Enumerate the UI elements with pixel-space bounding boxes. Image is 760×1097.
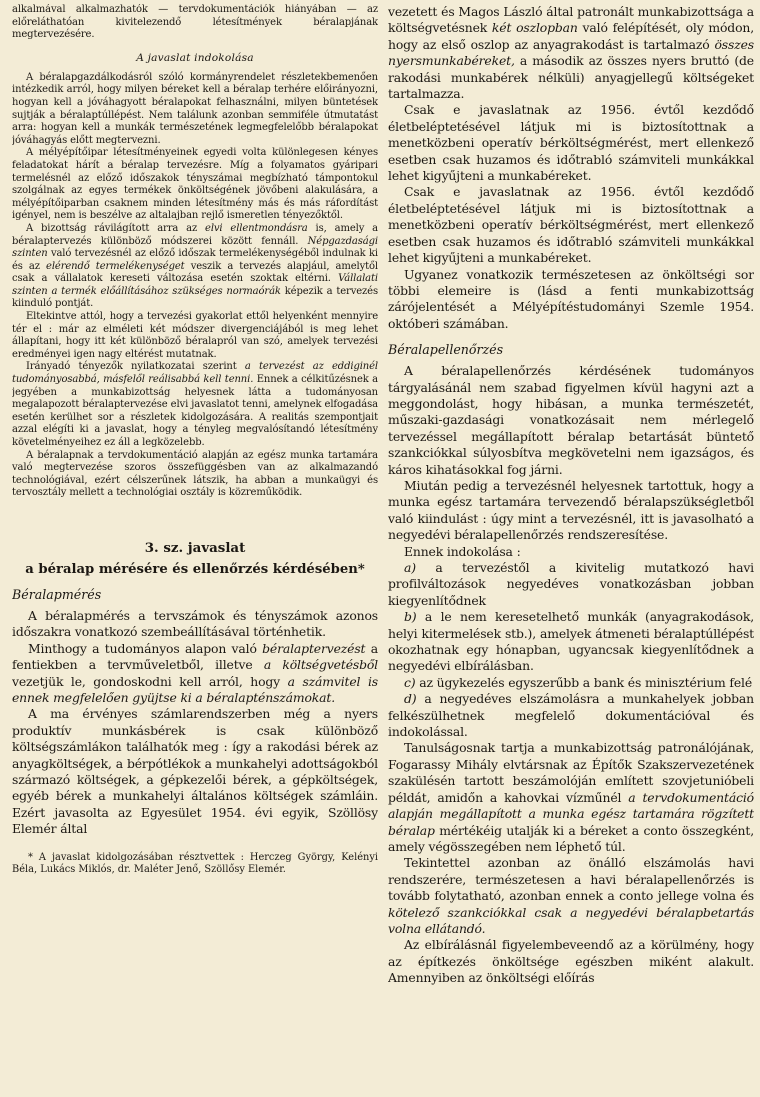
control-paragraph-9 bbox=[388, 855, 754, 937]
text-run: A béralapmérés a tervszámok és tényszámok azonos időszakra vonatkozó szembeállításával történhetik. bbox=[12, 607, 378, 640]
italic-run: elérendő termelékenységet bbox=[46, 260, 185, 272]
intro-block bbox=[12, 4, 378, 42]
text-run: a fentiekben a tervműveletből, illetve bbox=[12, 640, 378, 673]
text-run: a le nem keresetelhető munkák (anyagrakodások, helyi kitermelések stb.), amelyek átmeneti béralaptúllépést okozhatnak egy hónapban, ugyancsak kiegyenlítődnek a negyedévi elbírálásban. bbox=[388, 609, 754, 674]
text-run: Eltekintve attól, hogy a tervezési gyakorlat ettől helyenként mennyire tér el : már az elméleti két módszer divergenciájából is meg lehet állapítani, hogy itt két különböző béralapról van szó, amelyek tervezési eredményei igen nagy eltérést mutatnak. bbox=[12, 311, 378, 360]
subheading-wage-measurement: Béralapmérés bbox=[12, 586, 102, 602]
section-number-heading: 3. sz. javaslat bbox=[144, 539, 246, 556]
italic-run: Népgazdasági szinten bbox=[12, 235, 378, 260]
left-column bbox=[12, 4, 378, 1094]
text-run: Csak e javaslatnak az 1956. évtől kezdődő életbeléptetésével látjuk mi is biztosítottnak a menetközbeni operatív bérköltségmérést, mert ellenkező esetben csak huzamos és időtrabló számviteli munkákkal lehet kigyűjteni a munkabéreket. bbox=[388, 102, 754, 184]
text-run: Miután pedig a tervezésnél helyesnek tartottuk, hogy a munka egész tartamára tervezendő béralapszükségletből való kiindulást : úgy mint a tervezésnél, itt is javasolható a negyedévi béralapellenőrzés rendszeresítése. bbox=[388, 477, 754, 543]
text-run: Ennek a célkitűzésnek a jegyében a munkabizottság helyesnek látta a tudományosan megalapozott béralaptervezése elvi javaslatot tenni, amelynek elfogadása esetén kerülhet sor a részletek kidolgozására. A realitás szempontjait azzal elégíti ki a javaslat, hogy a tényleg megvalósítandó létesítmény követelményeihez ez áll a legközelebb. bbox=[12, 374, 378, 448]
text-run: mértékéig utalják ki a béreket a conto összegként, amely végösszegében nem léphető túl. bbox=[388, 822, 754, 854]
text-run: az ügykezelés egyszerűbb a bank és minisztérium felé bbox=[415, 674, 753, 690]
right-column bbox=[388, 4, 754, 1094]
text-run: Tekintettel azonban az önálló elszámolás havi rendszerére, természetesen a havi béralapellenőrzés is tovább folytatható, azonban ennek a conto jellege volna és bbox=[388, 855, 754, 904]
text-run: veszik a tervezés alapjául, amelytől csak a vállalatok kereseti változása esetén szoktak eltérni. bbox=[12, 260, 378, 285]
right-control-block bbox=[388, 363, 754, 986]
justification-paragraph-4 bbox=[12, 311, 378, 361]
text-run: vezetjük le, gondoskodni kell arról, hogy bbox=[12, 673, 288, 689]
italic-run: a) bbox=[404, 560, 416, 575]
text-run: Ugyanez vonatkozik természetesen az önköltségi sor többi elemeire is (lásd a fenti munkabizottság zárójelentését a Mélyépítéstudományi Szemle 1954. októberi számában. bbox=[388, 266, 754, 331]
control-paragraph-2 bbox=[388, 478, 754, 544]
justification-paragraph-6 bbox=[12, 450, 378, 500]
text-run: A béralapnak a tervdokumentáció alapján az egész munka tartamára való megtervezése szoros összefüggésben van az alkalmazandó technológiával, ezért célszerűnek látszik, ha abban a munkaügyi és tervosztály mellett a technológiai osztály is közreműködik. bbox=[12, 449, 378, 499]
text-run: képezik a tervezés kiinduló pontját. bbox=[12, 285, 378, 310]
italic-run: b) bbox=[404, 609, 417, 625]
italic-run: kötelező szankciókkal csak a negyedévi béralapbetartás volna ellátandó. bbox=[388, 904, 754, 936]
text-run: Ennek indokolása : bbox=[404, 543, 521, 559]
measurement-paragraph-2 bbox=[12, 641, 378, 707]
section-spacer bbox=[12, 500, 378, 540]
text-run: alkalmával alkalmazhatók — tervdokumentációk hiányában — az előreláthatóan kivitelezendő létesítmények béralapjának megtervezésére. bbox=[12, 4, 378, 41]
justification-block bbox=[12, 72, 378, 500]
intro-paragraph bbox=[12, 4, 378, 42]
control-paragraph-6 bbox=[388, 675, 754, 691]
right-paragraph-2 bbox=[388, 102, 754, 184]
text-run: Tanulságosnak tartja a munkabizottság patronálójának, Fogarassy Mihály elvtársnak az Építők Szakszervezetének szakülésén tartott beszámolóján említett szovjetunióbeli példát, amidőn a kahovkai vízműnél bbox=[388, 740, 754, 805]
control-paragraph-7 bbox=[388, 691, 754, 740]
section-title-heading: a béralap mérésére és ellenőrzés kérdésében* bbox=[25, 561, 365, 577]
text-run: A mélyépítőipar létesítményeinek egyedi volta különlegesen kényes feladatokat hárít a béralap tervezésre. Míg a folyamatos gyáripari termelésnél az előző időszakok tényszámai megbízható támpontokul szolgálnak az egyes termékek önköltségének jövőbeni alakulására, a mélyépítőiparban csaknem minden létesítmény más és más ráfordítást igényel, nem is beszélve az altalajban rejlő ismeretlen tényezőktől. bbox=[12, 147, 378, 222]
text-run: vezetett és Magos László által patronált munkabizottsága a költségvetésnek bbox=[388, 4, 754, 36]
right-paragraph-4 bbox=[388, 267, 754, 333]
text-run: Csak e javaslatnak az 1956. évtől kezdődő életbeléptetésével látjuk mi is biztosítottnak a menetközbeni operatív bérköltségmérést, mert ellenkező esetben csak huzamos és időtrabló számviteli munkákkal lehet kigyűjteni a munkabéreket. bbox=[388, 184, 754, 266]
text-run: a második az összes nyers bruttó (de rakodási munkabérek nélküli) anyagjellegű költségeket tartalmazza. bbox=[388, 53, 754, 102]
text-run: való tervezésnél az előző időszak termelékenységéből indulnak ki és az bbox=[12, 248, 378, 272]
text-run: Irányadó tényezők nyilatkozatai szerint bbox=[26, 361, 245, 373]
right-paragraph-1 bbox=[388, 4, 754, 102]
text-run: A ma érvényes számlarendszerben még a nyers produktív munkásbérek is csak különböző költségszámlákon találhatók meg : így a rakodási bérek az anyagköltségek, a bérpótlékok a munkahelyi adottságokból származó költségek, a gépkezelői bérek, a gépköltségek, egyéb bérek a munkahelyi általános költségek számláin. Ezért javasolta az Egyesület 1954. évi egyik, Szöllösy Elemér által bbox=[12, 706, 378, 837]
text-run: való felépítését, oly módon, hogy az első oszlop az anyagrakodást is tartalmazó bbox=[388, 20, 754, 52]
justification-paragraph-2 bbox=[12, 147, 378, 223]
justification-paragraph-3 bbox=[12, 223, 378, 311]
control-paragraph-8 bbox=[388, 740, 754, 855]
control-paragraph-3 bbox=[388, 544, 754, 560]
text-run: Minthogy a tudományos alapon való bbox=[28, 640, 263, 656]
control-paragraph-1 bbox=[388, 363, 754, 478]
italic-run: a számvitel is ennek megfelelően gyüjtse ki a béralapténszámokat. bbox=[12, 673, 378, 705]
right-paragraph-3 bbox=[388, 184, 754, 266]
control-paragraph-10 bbox=[388, 937, 754, 986]
measurement-block bbox=[12, 608, 378, 838]
italic-run: d) bbox=[404, 691, 417, 707]
text-run: a negyedéves elszámolásra a munkahelyek jobban felkészülhetnek megfelelő dokumentációval és indokolással. bbox=[388, 691, 754, 740]
text-run: A béralapgazdálkodásról szóló kormányrendelet részletekbemenően intézkedik arról, hogy milyen béreket kell a béralap terhére előirányozni, hogyan kell a jóváhagyott béralapokat felhasználni, milyen büntetések sujtják a béralaptúllépést. Nem találunk azonban semmiféle útmutatást arra: hogyan kell a munkák természetének legmegfelelőbb béralapokat jóváhagyás előtt megtervezni. bbox=[12, 71, 378, 146]
italic-run: elvi ellentmondásra bbox=[205, 222, 308, 234]
justification-paragraph-1 bbox=[12, 72, 378, 148]
measurement-paragraph-1 bbox=[12, 608, 378, 641]
italic-run: összes nyersmunkabéreket, bbox=[388, 36, 754, 69]
control-paragraph-4 bbox=[388, 560, 754, 609]
control-paragraph-5 bbox=[388, 609, 754, 675]
subheading-justification: A javaslat indokolása bbox=[136, 51, 254, 64]
text-run: A béralapellenőrzés kérdésének tudományos tárgyalásánál nem szabad figyelmen kívül hagyni azt a meggondolást, hogy hibásan, a munka természetét, műszaki-gazdasági vonatkozásait nem mérlegelő tervezéssel megállapított béralap betartását büntető szankciókkal súlyosbítva megkövetelni nem igazságos, és káros kihatásokkal fog járni. bbox=[388, 363, 754, 477]
italic-run: a költségvetésből bbox=[263, 657, 378, 673]
text-run: a tervezéstől a kivitelig mutatkozó havi profilváltozások negyedéves vonatkozásban jobban kiegyenlítődnek bbox=[388, 560, 754, 608]
italic-run: a tervdokumentáció alapján megállapított a munka egész tartamára rögzített béralap bbox=[388, 789, 754, 838]
right-top-block bbox=[388, 4, 754, 332]
italic-run: c) bbox=[404, 674, 416, 690]
footnote: * A javaslat kidolgozásában résztvettek : Herczeg György, Kelényi Béla, Lukács Miklós, dr. Maléter Jenő, Szöllősy Elemér. bbox=[12, 851, 378, 876]
measurement-paragraph-3 bbox=[12, 706, 378, 837]
text-run: Az elbírálásnál figyelembeveendő az a körülmény, hogy az építkezés önköltsége egészben miként alakult. Amennyiben az önköltségi előírás bbox=[388, 937, 754, 986]
italic-run: Vállalati szinten a termék előállításához szükséges normaórák bbox=[12, 273, 378, 297]
italic-run: a tervezést az eddiginél tudományosabbá, másfelől reálisabbá kell tenni. bbox=[12, 361, 378, 386]
italic-run: két oszlopban bbox=[491, 20, 578, 36]
text-run: is, amely a béralaptervezés különböző módszerei között fennáll. bbox=[12, 222, 378, 247]
text-run: A bizottság rávilágított arra az bbox=[26, 222, 206, 234]
subheading-wage-control: Béralapellenőrzés bbox=[388, 342, 504, 358]
italic-run: béralaptervezést bbox=[262, 640, 366, 656]
justification-paragraph-5 bbox=[12, 361, 378, 449]
